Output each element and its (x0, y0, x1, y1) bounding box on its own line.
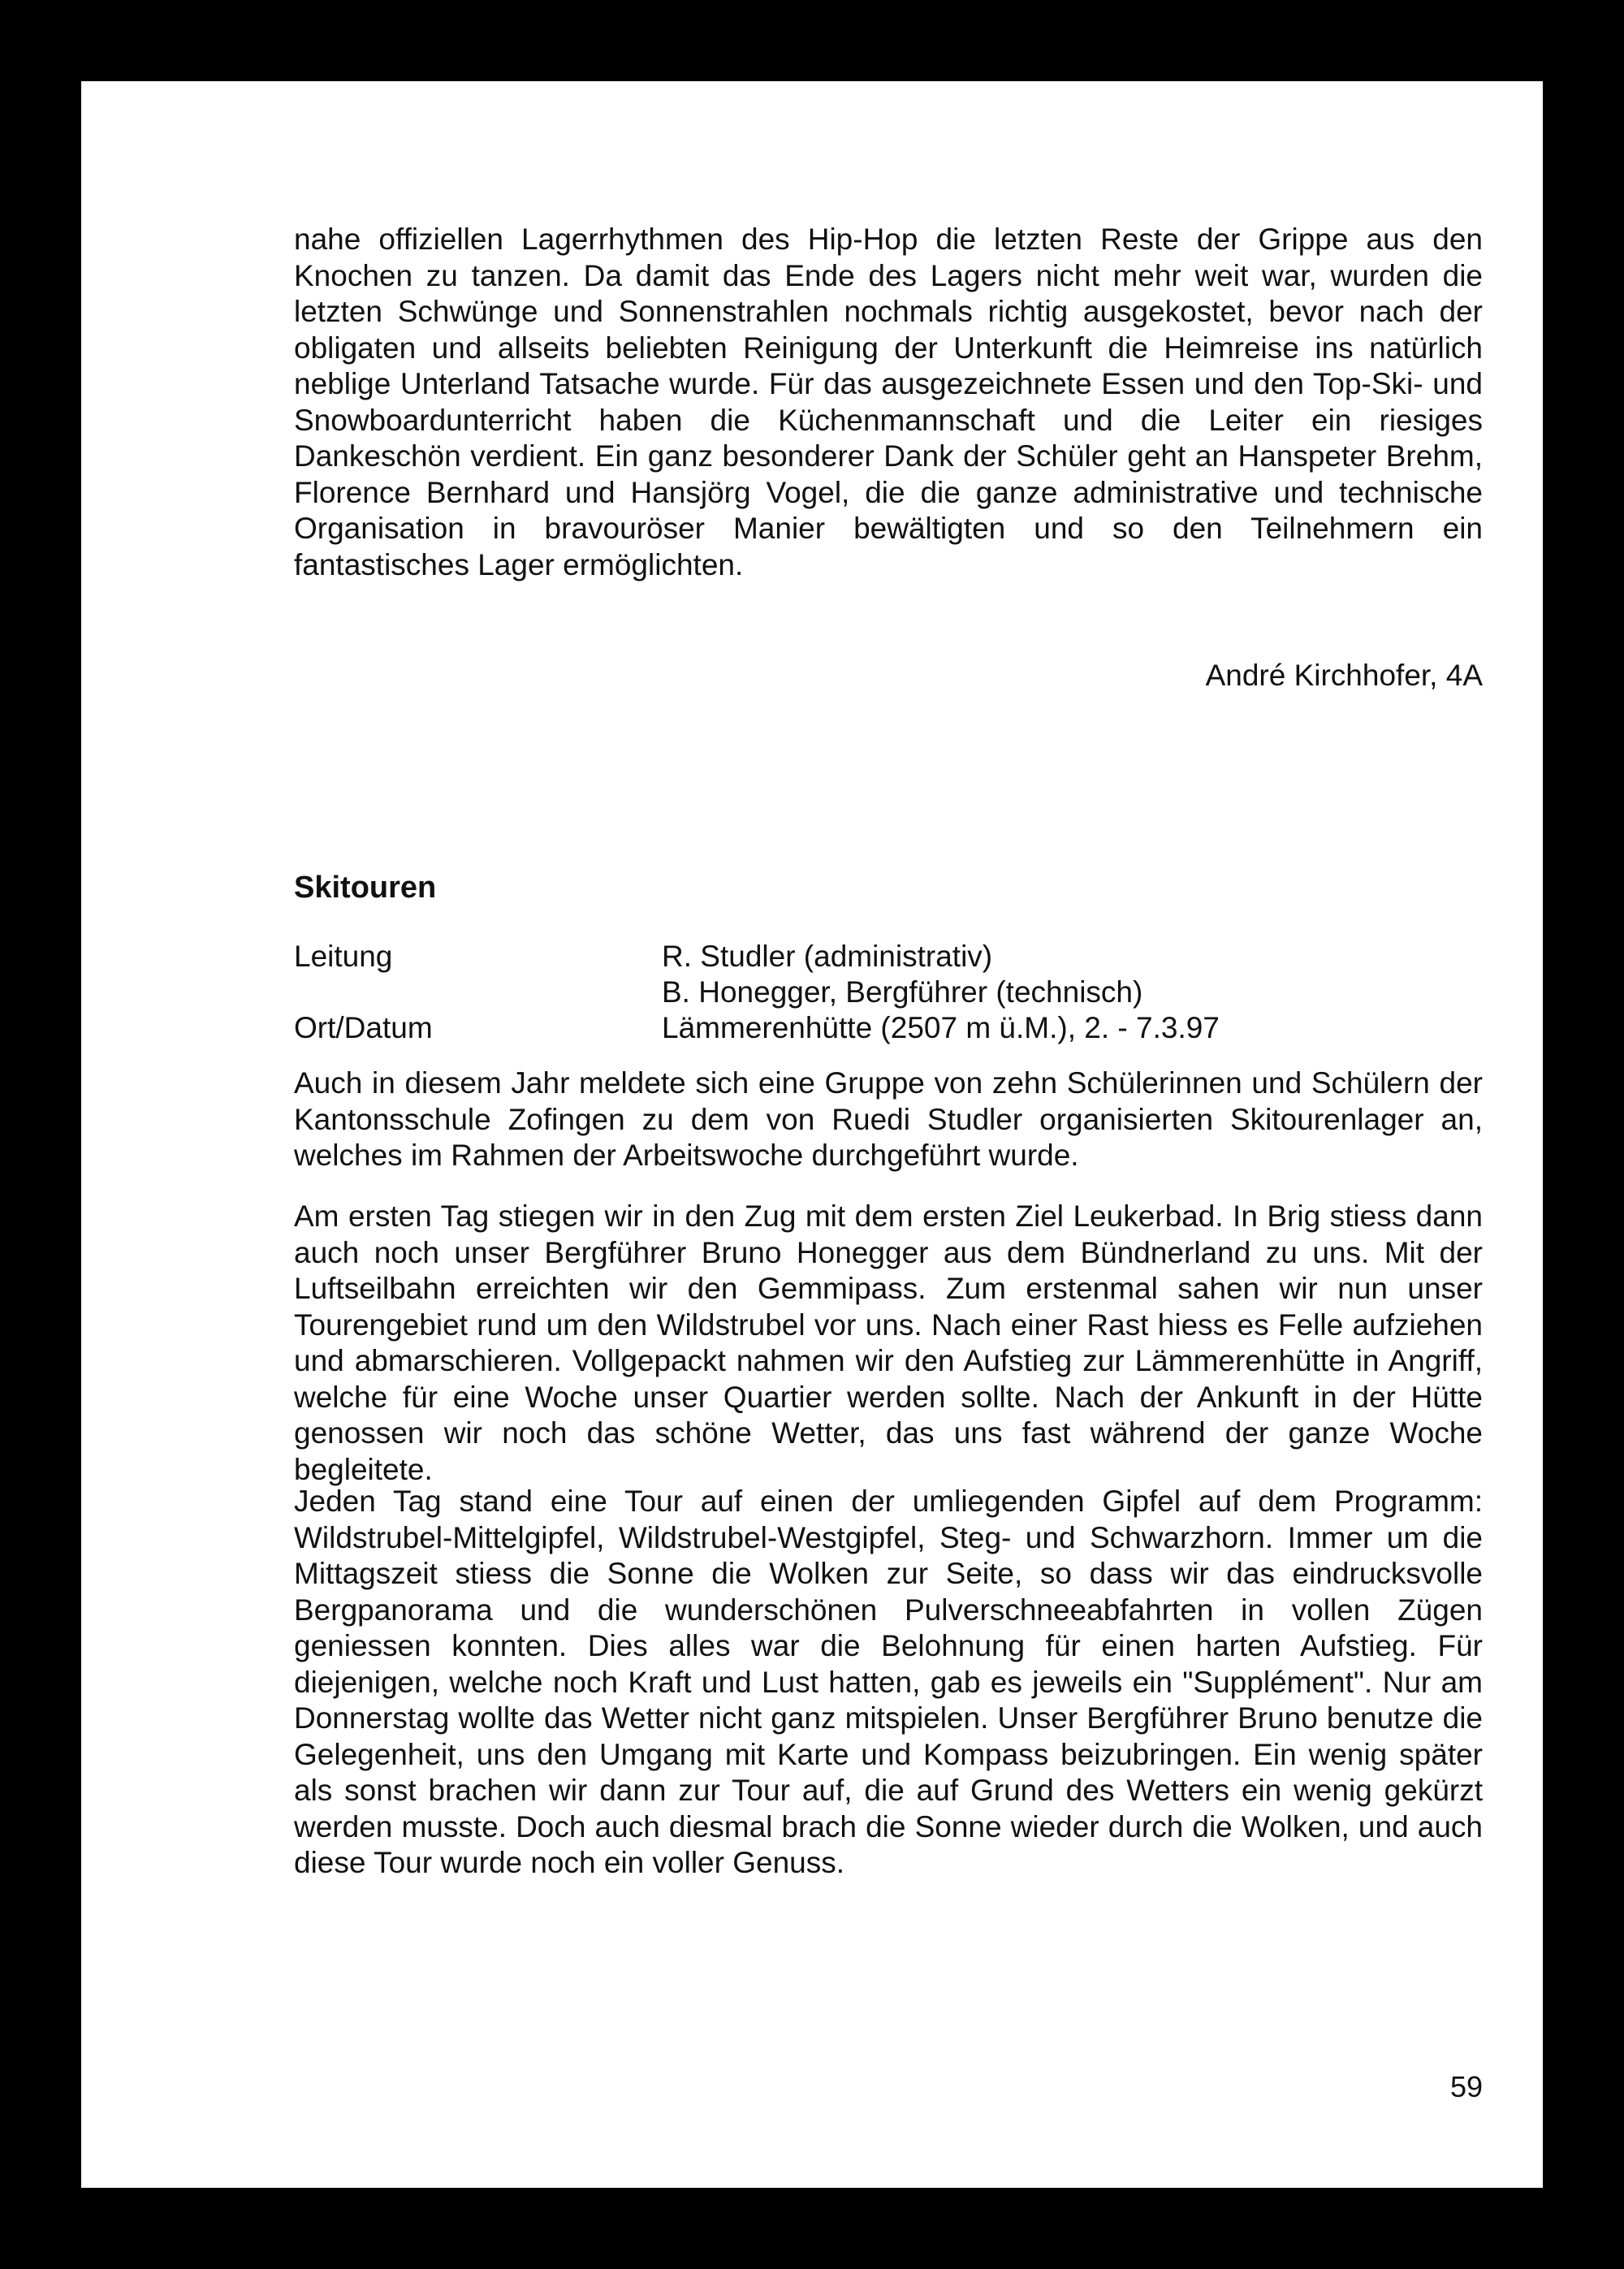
paragraph-2: Am ersten Tag stiegen wir in den Zug mit dem ersten Ziel Leukerbad. In Brig stiess dann auch noch unser Bergführer Bruno Honegger aus dem Bündnerland zu uns. Mit der Luftseilbahn erreichten wir den Gemmipass. Zum erstenmal sahen wir nun unser Tourengebiet rund um den Wildstrubel vor uns. Nach einer Rast hiess es Felle aufziehen und abmarschieren. Vollgepackt nahmen wir den Aufstieg zur Lämmerenhütte in Angriff, welche für eine Woche unser Quartier werden sollte. Nach der Ankunft in der Hütte genossen wir noch das schöne Wetter, das uns fast während der ganze Woche begleitete. (294, 1199, 1483, 1486)
meta-row-ort (294, 1010, 1220, 1046)
leitung-value-2: B. Honegger, Bergführer (technisch) (662, 975, 1143, 1009)
intro-paragraph: nahe offiziellen Lagerrhythmen des Hip-Hop die letzten Reste der Grippe aus den Knochen zu tanzen. Da damit das Ende des Lagers nicht mehr weit war, wurden die letzten Schwünge und Sonnenstrahlen nochmals richtig ausgekostet, bevor nach der obligaten und allseits beliebten Reinigung der Unterkunft die Heimreise ins natürlich neblige Unterland Tatsache wurde. Für das ausgezeichnete Essen und den Top-Ski- und Snowboardunterricht haben die Küchenmannschaft und die Leiter ein riesiges Dankeschön verdient. Ein ganz besonderer Dank der Schüler geht an Hanspeter Brehm, Florence Bernhard und Hansjörg Vogel, die die ganze administrative und technische Organisation in bravouröser Manier bewältigten und so den Teilnehmern ein fantastisches Lager ermöglichten. (294, 223, 1483, 581)
ort-label: Ort/Datum (294, 1011, 433, 1044)
meta-row-leitung (294, 939, 1220, 975)
leitung-value-1: R. Studler (administrativ) (662, 940, 993, 973)
paragraph-1: Auch in diesem Jahr meldete sich eine Gruppe von zehn Schülerinnen und Schülern der Kantonsschule Zofingen zu dem von Ruedi Studler organisierten Skitourenlager an, welches im Rahmen der Arbeitswoche durchgeführt wurde. (294, 1066, 1483, 1172)
leitung-label: Leitung (294, 940, 393, 973)
section-heading: Skitouren (294, 871, 437, 905)
document-page (81, 81, 1543, 2188)
section-meta (294, 939, 1220, 1046)
paragraph-3: Jeden Tag stand eine Tour auf einen der umliegenden Gipfel auf dem Programm: Wildstrubel-Mittelgipfel, Wildstrubel-Westgipfel, Steg- und Schwarzhorn. Immer um die Mittagszeit stiess die Sonne die Wolken zur Seite, so dass wir das eindrucksvolle Bergpanorama und die wunderschönen Pulverschneeabfahrten in vollen Zügen geniessen konnten. Dies alles war die Belohnung für einen harten Aufstieg. Für diejenigen, welche noch Kraft und Lust hatten, gab es jeweils ein "Supplément". Nur am Donnerstag wollte das Wetter nicht ganz mitspielen. Unser Bergführer Bruno benutze die Gelegenheit, uns den Umgang mit Karte und Kompass beizubringen. Ein wenig später als sonst brachen wir dann zur Tour auf, die auf Grund des Wetters ein wenig gekürzt werden musste. Doch auch diesmal brach die Sonne wieder durch die Wolken, und auch diese Tour wurde noch ein voller Genuss. (294, 1485, 1483, 1879)
page-number: 59 (1449, 2070, 1483, 2103)
meta-row-leitung-2 (294, 975, 1220, 1010)
ort-value: Lämmerenhütte (2507 m ü.M.), 2. - 7.3.97 (662, 1011, 1220, 1044)
author-signature: André Kirchhofer, 4A (1205, 659, 1483, 692)
meta-spacer (294, 975, 662, 1010)
